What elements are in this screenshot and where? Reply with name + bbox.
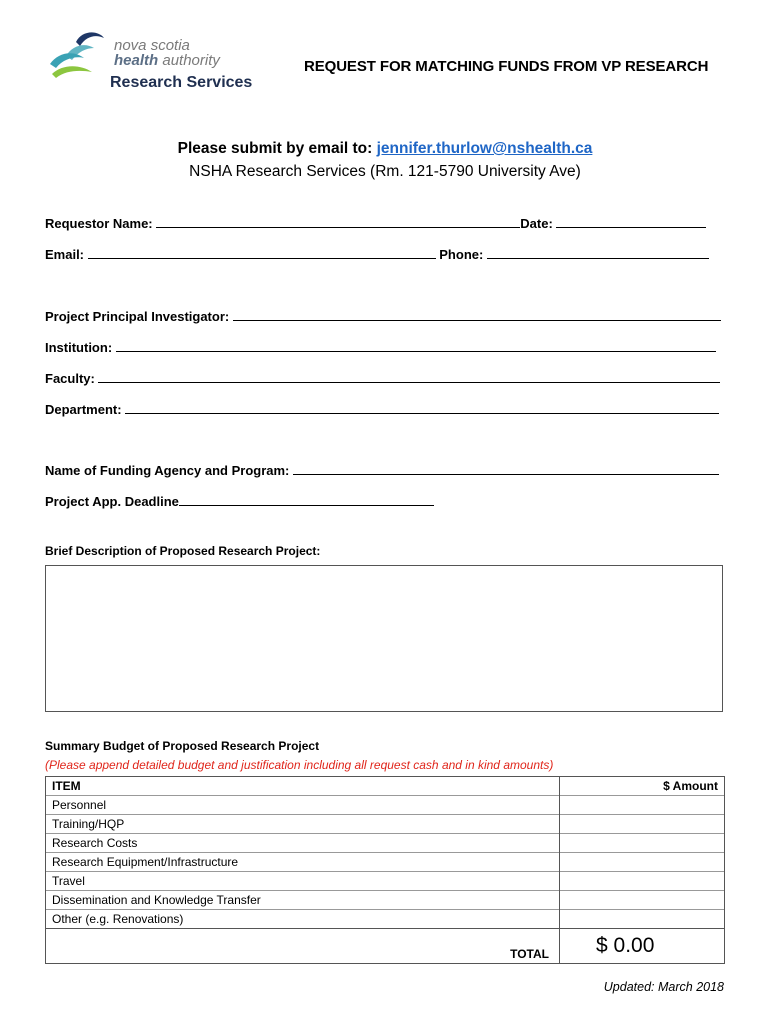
department-label: Department: <box>45 402 122 417</box>
budget-title: Summary Budget of Proposed Research Project <box>45 739 320 753</box>
funding-agency-label: Name of Funding Agency and Program: <box>45 463 290 478</box>
requestor-name-label: Requestor Name: <box>45 216 153 231</box>
budget-note: (Please append detailed budget and justification including all request cash and in kind amounts) <box>45 758 554 772</box>
nsha-logo <box>48 28 268 98</box>
phone-field[interactable] <box>487 247 709 259</box>
faculty-label: Faculty: <box>45 371 95 386</box>
budget-header-row <box>46 777 725 796</box>
funding-agency-field[interactable] <box>293 463 719 475</box>
budget-item-label: Training/HQP <box>46 815 560 834</box>
phone-label: Phone: <box>439 247 484 262</box>
email-phone-row <box>45 247 709 262</box>
nsha-wave-icon <box>48 28 118 78</box>
table-row <box>46 853 725 872</box>
budget-total-value: $ 0.00 <box>560 929 725 964</box>
table-row <box>46 891 725 910</box>
budget-item-label: Other (e.g. Renovations) <box>46 910 560 929</box>
logo-line-health-authority <box>114 53 220 68</box>
logo-line-nova-scotia: nova scotia <box>114 37 190 54</box>
submit-prefix: Please submit by email to: <box>177 140 377 157</box>
department-row <box>45 402 719 417</box>
institution-field[interactable] <box>116 340 716 352</box>
logo-authority-word: authority <box>158 52 220 69</box>
deadline-label: Project App. Deadline <box>45 494 179 509</box>
submit-email-link[interactable]: jennifer.thurlow@nshealth.ca <box>376 140 593 157</box>
budget-total-label: TOTAL <box>510 947 549 961</box>
budget-table <box>45 776 725 964</box>
table-row <box>46 872 725 891</box>
description-label: Brief Description of Proposed Research Project: <box>45 544 321 558</box>
department-field[interactable] <box>125 402 719 414</box>
logo-health-word: health <box>114 52 159 69</box>
budget-amount-cell[interactable] <box>560 853 725 872</box>
budget-item-label: Research Costs <box>46 834 560 853</box>
requestor-name-field[interactable] <box>156 216 520 228</box>
updated-date: Updated: March 2018 <box>603 980 724 994</box>
budget-item-label: Travel <box>46 872 560 891</box>
budget-total-row <box>46 929 725 964</box>
table-row <box>46 910 725 929</box>
submit-address: NSHA Research Services (Rm. 121-5790 University Ave) <box>189 163 581 180</box>
budget-item-label: Dissemination and Knowledge Transfer <box>46 891 560 910</box>
budget-amount-cell[interactable] <box>560 891 725 910</box>
email-field[interactable] <box>88 247 436 259</box>
date-label: Date: <box>520 216 553 231</box>
budget-col-item: ITEM <box>46 777 560 796</box>
faculty-row <box>45 371 720 386</box>
budget-amount-cell[interactable] <box>560 834 725 853</box>
requestor-name-row <box>45 216 706 231</box>
logo-research-services: Research Services <box>110 74 253 91</box>
budget-item-label: Research Equipment/Infrastructure <box>46 853 560 872</box>
deadline-field[interactable] <box>179 494 434 506</box>
budget-amount-cell[interactable] <box>560 815 725 834</box>
pi-field[interactable] <box>233 309 721 321</box>
institution-label: Institution: <box>45 340 113 355</box>
faculty-field[interactable] <box>98 371 720 383</box>
institution-row <box>45 340 716 355</box>
pi-label: Project Principal Investigator: <box>45 309 230 324</box>
table-row <box>46 834 725 853</box>
budget-col-amount: $ Amount <box>560 777 725 796</box>
funding-agency-row <box>45 463 719 478</box>
table-row <box>46 815 725 834</box>
budget-item-label: Personnel <box>46 796 560 815</box>
email-label: Email: <box>45 247 85 262</box>
pi-row <box>45 309 721 324</box>
form-title: REQUEST FOR MATCHING FUNDS FROM VP RESEARCH <box>304 58 709 75</box>
submit-instructions <box>0 140 770 158</box>
budget-amount-cell[interactable] <box>560 796 725 815</box>
date-field[interactable] <box>556 216 706 228</box>
table-row <box>46 796 725 815</box>
budget-total-label-cell <box>46 929 560 964</box>
budget-amount-cell[interactable] <box>560 910 725 929</box>
budget-amount-cell[interactable] <box>560 872 725 891</box>
deadline-row <box>45 494 434 509</box>
description-textarea[interactable] <box>45 565 723 712</box>
